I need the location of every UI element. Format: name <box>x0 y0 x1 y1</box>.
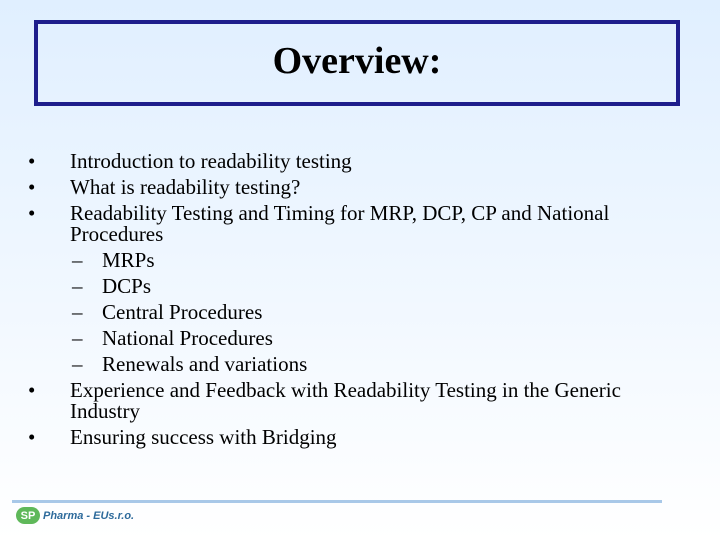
bullet-text: Introduction to readability testing <box>70 149 352 173</box>
bullet-text: Ensuring success with Bridging <box>70 425 337 449</box>
sub-item <box>28 354 678 375</box>
bullet-list <box>28 151 678 453</box>
sub-text: Renewals and variations <box>102 352 308 376</box>
footer-divider <box>12 500 662 503</box>
bullet-item <box>28 177 678 198</box>
logo-text: Pharma - EUs.r.o. <box>43 509 135 522</box>
dash-icon: – <box>72 326 83 350</box>
logo-mark-icon: SP <box>16 507 40 524</box>
sub-text: DCPs <box>102 274 152 298</box>
dash-icon: – <box>72 300 83 324</box>
bullet-text: Readability Testing and Timing for MRP, DCP, CP and National Procedures <box>70 201 610 246</box>
bullet-text: Experience and Feedback with Readability Testing in the Generic Industry <box>70 378 621 423</box>
sub-text: Central Procedures <box>102 300 263 324</box>
bullet-icon: • <box>28 201 36 225</box>
company-logo <box>16 507 134 524</box>
bullet-item <box>28 380 678 422</box>
sub-text: MRPs <box>102 248 155 272</box>
sub-item <box>28 328 678 349</box>
sub-item <box>28 302 678 323</box>
dash-icon: – <box>72 352 83 376</box>
bullet-text: What is readability testing? <box>70 175 301 199</box>
title-box <box>34 20 680 106</box>
bullet-icon: • <box>28 425 36 449</box>
bullet-icon: • <box>28 149 36 173</box>
bullet-item <box>28 203 678 245</box>
slide-title: Overview: <box>272 40 442 82</box>
bullet-icon: • <box>28 175 36 199</box>
bullet-item <box>28 151 678 172</box>
sub-text: National Procedures <box>102 326 273 350</box>
bullet-icon: • <box>28 378 36 402</box>
dash-icon: – <box>72 274 83 298</box>
sub-item <box>28 276 678 297</box>
sub-item <box>28 250 678 271</box>
bullet-item <box>28 427 678 448</box>
dash-icon: – <box>72 248 83 272</box>
